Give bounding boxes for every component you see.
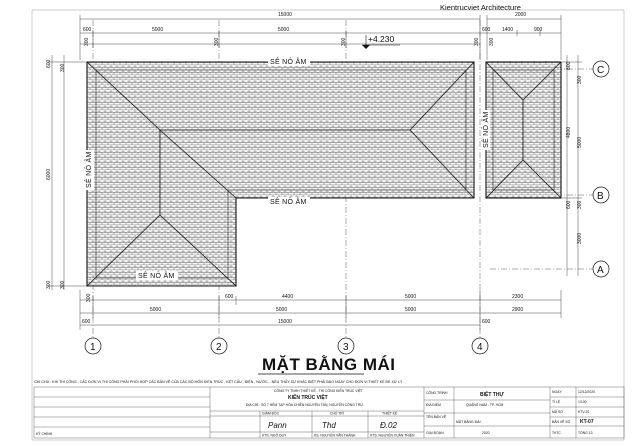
tb-company-line: CÔNG TY TNHH THIẾT KẾ - THI CÔNG KIẾN TRÚC VIỆT [274, 389, 363, 393]
dim-bot-h: 5000 [405, 307, 417, 313]
dim-left-a: 600 [46, 59, 52, 68]
brand-text: Kientrucviet Architecture [440, 3, 521, 12]
dim-bot-a: 300 [86, 293, 92, 302]
roof-label-middle: SÊ NÔ ÂM [270, 199, 307, 206]
dim-bot-g: 5000 [276, 307, 288, 313]
dim-bot-k: 600 [482, 319, 491, 325]
dim-bot-d: 5000 [405, 294, 417, 300]
tb-scale-label: TỈ LỆ [552, 400, 561, 404]
axis-a: A [597, 265, 604, 276]
tb-head-3: THIẾT KẾ [382, 411, 398, 416]
tb-code: KTV-20 [578, 410, 590, 414]
axis-b: B [597, 191, 604, 202]
tb-name-1: KTS. NGÔ DUY [262, 433, 287, 438]
side-roof [486, 62, 561, 198]
dim-bot-f: 5000 [150, 307, 162, 313]
tb-address: ĐỊA CHỈ : SỐ 7 HẺM TẠP HÓA CHIẾN NGUYÊN TÂN, NGUYỄN CÔNG TRỨ [246, 403, 364, 407]
tb-project-label: CÔNG TRÌNH [426, 391, 448, 395]
tb-stage: TKTC [552, 431, 561, 435]
dim-left-b: 300 [60, 63, 66, 72]
elevation-label: +4.230 [368, 34, 395, 44]
tb-signature-3: Đ.02 [380, 421, 397, 430]
dim-bot-b: 600 [225, 294, 234, 300]
tb-sheet-label: TÊN BẢN VẼ [426, 415, 447, 419]
dim-top-k: 300 [489, 37, 495, 46]
axis-c: C [597, 65, 605, 76]
tb-location: QUẬNG NAM - TP. HCM [466, 403, 504, 407]
dim-right-c: 4800 [566, 126, 572, 138]
tb-signature-1: Pann [268, 421, 287, 430]
title-block [34, 387, 624, 438]
tb-sheetno: KT-07 [580, 419, 594, 425]
tb-date: 12/12/2020 [578, 390, 595, 394]
dim-top-c: 5000 [278, 27, 290, 33]
left-dimensions [48, 55, 86, 290]
tb-extra: TỔNG 13 [578, 431, 593, 435]
top-dimensions [80, 15, 561, 60]
dim-top-overall: 15000 [278, 12, 292, 18]
tb-signature-2: Thd [322, 421, 336, 430]
tb-sheet-name: MẶT BẰNG MÁI [456, 420, 481, 424]
general-note: GHI CHÚ : KHI THI CÔNG , CÁC ĐƠN VỊ THI CÔNG PHẢI PHỐI HỢP CÁC BẢN VẼ CỦA CÁC BỘ MÔN KIẾN TRÚC , KẾT CẤU , ĐIỆN , NƯỚC... NẾU THẤY SỰ KHÁC BIỆT PHẢI BÁO NGAY CHO ĐƠN VỊ THIẾT KẾ ĐỂ XỬ LÝ . [34, 380, 405, 384]
dim-bot-overall: 15000 [278, 319, 292, 325]
dim-left-e: 300 [46, 280, 52, 289]
dim-bot-j: 600 [82, 319, 91, 325]
dim-top-b: 5000 [152, 27, 164, 33]
dim-right-f: 300 [577, 200, 583, 209]
dim-right-a: 800 [566, 61, 572, 70]
dim-left-c: 6000 [46, 168, 52, 180]
axis-1: 1 [90, 342, 96, 353]
dim-top-f: 900 [534, 27, 543, 33]
roof-label-left: SÊ NÔ ÂM [86, 151, 93, 188]
drawing-title: MẶT BẰNG MÁI [262, 355, 396, 374]
dim-top-d: 600 [482, 27, 491, 33]
axis-4: 4 [477, 342, 483, 353]
tb-sheetno-label: BẢN VẼ SỐ [552, 420, 571, 424]
dim-right-b: 300 [577, 75, 583, 84]
tb-date-label: NGÀY [552, 390, 562, 394]
tb-name-3: KTS. NGUYỄN XUÂN THIỆN [370, 433, 415, 438]
tb-role-left: KỸ CHÍNH [36, 432, 53, 436]
dim-bot-i: 2900 [512, 307, 524, 313]
dim-right-e: 600 [566, 200, 572, 209]
tb-location-label: ĐỊA ĐIỂM [426, 403, 441, 407]
elevation-marker [362, 34, 400, 49]
tb-year: 2020 [482, 431, 490, 435]
tb-head-1: GIÁM ĐỐC [262, 411, 280, 416]
dim-top-a: 600 [83, 27, 92, 33]
dim-top-h: 300 [214, 37, 220, 46]
tb-code-label: MÃ SỐ [552, 410, 563, 414]
tb-company-name: KIẾN TRÚC VIỆT [288, 395, 328, 401]
dim-top-right-total: 2000 [515, 12, 527, 18]
tb-head-2: CHỦ TRÌ [330, 411, 344, 416]
axis-bubbles-y [593, 61, 609, 277]
dim-top-j: 300 [474, 37, 480, 46]
dim-right-g: 3000 [577, 232, 583, 244]
tb-name-2: KS. NGUYỄN VĂN THÀNH [314, 433, 356, 438]
dim-top-e: 1400 [502, 27, 514, 33]
axis-bubbles-x [85, 338, 488, 354]
axis-2: 2 [216, 342, 222, 353]
tb-scale: 1/100 [578, 400, 587, 404]
main-roof [87, 62, 474, 286]
dim-left-d: 300 [60, 280, 66, 289]
tb-stage-label: GIAI ĐOẠN [426, 431, 444, 435]
roof-label-right: SÊ NÔ ÂM [483, 111, 490, 148]
dim-bot-c: 4400 [282, 294, 294, 300]
dim-bot-e: 2300 [512, 294, 524, 300]
roof-label-top: SÊ NÔ ÂM [270, 59, 307, 66]
dim-top-i: 300 [341, 37, 347, 46]
axis-3: 3 [343, 342, 349, 353]
dim-top-g: 300 [84, 37, 90, 46]
roof-label-bottom: SÊ NÔ ÂM [138, 273, 175, 280]
dim-right-d: 5000 [577, 136, 583, 148]
tb-project: BIỆT THỰ [480, 392, 504, 398]
